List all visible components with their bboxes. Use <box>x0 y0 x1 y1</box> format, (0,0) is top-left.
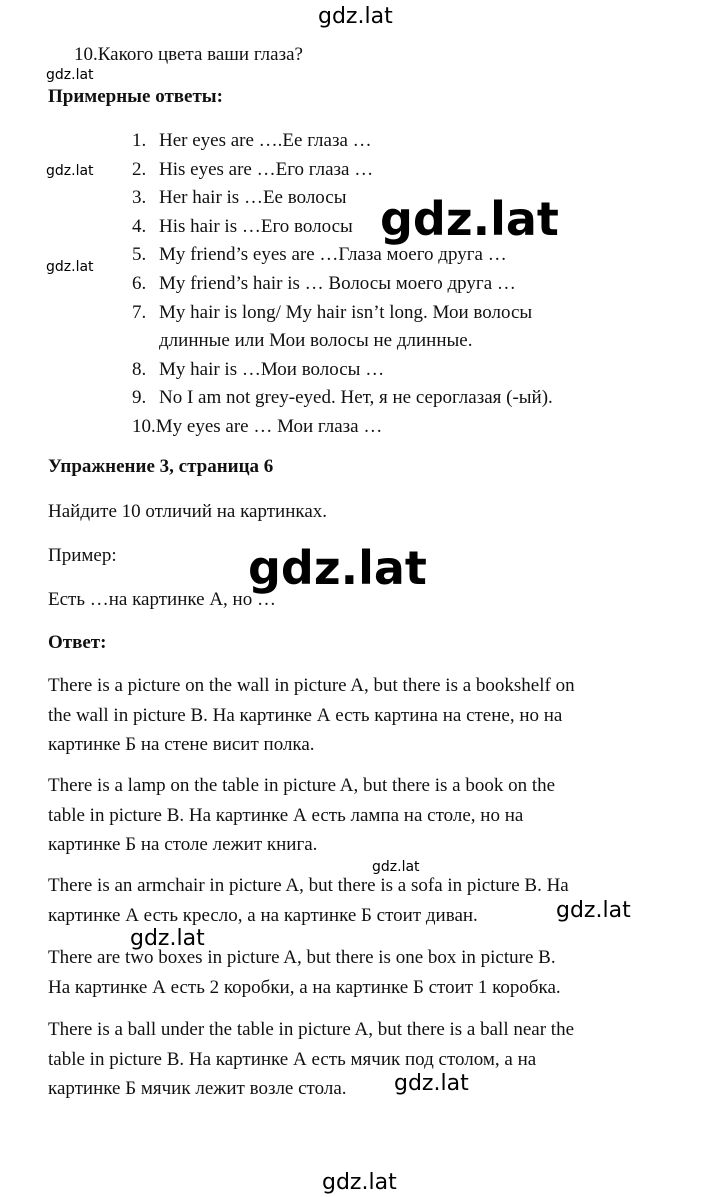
exercise-heading: Упражнение 3, страница 6 <box>48 456 274 477</box>
answer-paragraph <box>48 771 658 860</box>
sample-answers-heading: Примерные ответы: <box>48 86 223 107</box>
list-item <box>132 384 553 413</box>
watermark: gdz.lat <box>46 163 94 179</box>
sample-answers-list <box>132 127 553 442</box>
watermark: gdz.lat <box>394 1071 469 1096</box>
list-text: No I am not grey-eyed. Нет, я не сероглазая (-ый). <box>159 387 553 409</box>
list-text: My eyes are … Мои глаза … <box>155 415 383 437</box>
list-number: 5. <box>132 244 147 266</box>
watermark: gdz.lat <box>46 67 94 83</box>
list-number: 8. <box>132 358 147 380</box>
paragraph-line: картинке Б на столе лежит книга. <box>48 834 318 855</box>
watermark: gdz.lat <box>322 1170 397 1195</box>
watermark: gdz.lat <box>318 4 393 29</box>
paragraph-line: There is a lamp on the table in picture A, but there is a book on the <box>48 775 556 796</box>
paragraph-line: На картинке А есть 2 коробки, а на картинке Б стоит 1 коробка. <box>48 976 561 998</box>
list-text: My friend’s hair is … Волосы моего друга … <box>159 272 516 294</box>
answer-heading: Ответ: <box>48 632 107 653</box>
paragraph-line: There are two boxes in picture A, but there is one box in picture B. <box>48 947 556 968</box>
paragraph-line: картинке А есть кресло, а на картинке Б стоит диван. <box>48 904 478 926</box>
list-text: My hair is …Мои волосы … <box>159 358 385 380</box>
watermark: gdz.lat <box>130 926 205 951</box>
list-number: 1. <box>132 130 147 151</box>
answer-paragraph <box>48 671 658 760</box>
paragraph-line: картинке Б на стене висит полка. <box>48 734 315 755</box>
list-number: 4. <box>132 215 147 237</box>
list-number: 3. <box>132 187 147 209</box>
paragraph-line: There is a ball under the table in picture A, but there is a ball near the <box>48 1019 574 1040</box>
list-text: Her hair is …Ее волосы <box>159 187 347 209</box>
list-number: 10. <box>132 415 156 437</box>
list-item <box>132 356 553 385</box>
list-item <box>132 299 553 356</box>
watermark: gdz.lat <box>46 259 94 275</box>
list-item <box>132 270 553 299</box>
example-text: Есть …на картинке А, но … <box>48 589 276 610</box>
example-label: Пример: <box>48 545 117 566</box>
list-text: My hair is long/ My hair isn’t long. Мои волосы <box>159 301 533 323</box>
paragraph-line: the wall in picture B. На картинке А есть картина на стене, но на <box>48 704 563 726</box>
paragraph-line: table in picture B. На картинке А есть мячик под столом, а на <box>48 1048 537 1070</box>
exercise-task: Найдите 10 отличий на картинках. <box>48 501 328 522</box>
list-text: длинные или Мои волосы не длинные. <box>159 330 473 352</box>
list-number: 6. <box>132 272 147 294</box>
paragraph-line: картинке Б мячик лежит возле стола. <box>48 1078 347 1099</box>
watermark: gdz.lat <box>380 192 559 246</box>
list-item <box>132 156 553 185</box>
list-text: Her eyes are ….Ее глаза … <box>159 130 372 151</box>
list-text: His eyes are …Его глаза … <box>159 158 374 180</box>
list-number: 7. <box>132 301 147 323</box>
list-text: My friend’s eyes are …Глаза моего друга … <box>159 244 507 266</box>
list-number: 2. <box>132 158 147 180</box>
paragraph-line: table in picture B. На картинке А есть лампа на столе, но на <box>48 804 524 826</box>
question-title: 10.Какого цвета ваши глаза? <box>74 44 303 65</box>
watermark: gdz.lat <box>556 898 631 923</box>
paragraph-line: There is an armchair in picture A, but there is a sofa in picture B. На <box>48 875 569 896</box>
list-number: 9. <box>132 387 147 409</box>
watermark: gdz.lat <box>372 859 420 875</box>
answer-paragraph <box>48 943 658 1002</box>
list-text: His hair is …Его волосы <box>159 215 353 237</box>
answer-paragraph <box>48 1015 658 1104</box>
paragraph-line: There is a picture on the wall in picture A, but there is a bookshelf on <box>48 675 575 696</box>
list-item <box>132 413 553 442</box>
watermark: gdz.lat <box>248 541 427 595</box>
list-item <box>132 127 553 156</box>
